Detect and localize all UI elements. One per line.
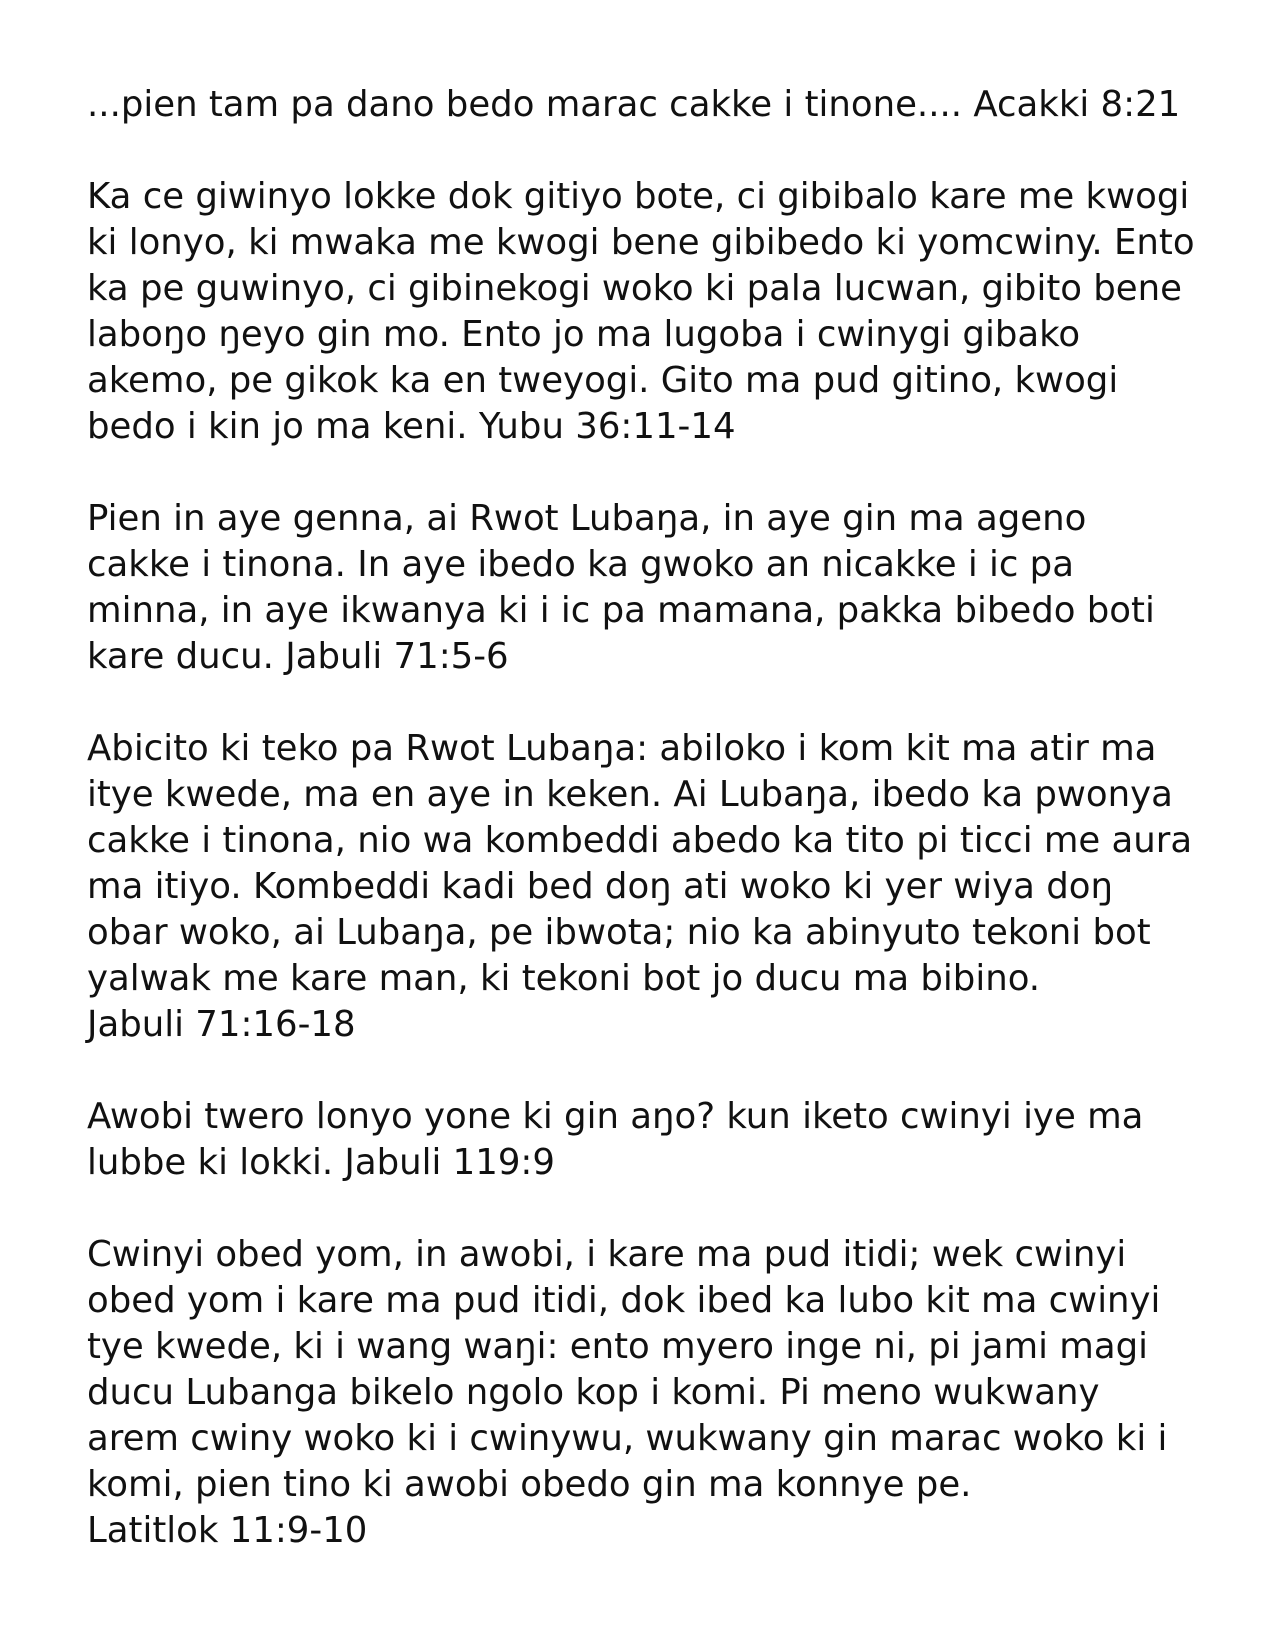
text-line: akemo, pe gikok ka en tweyogi. Gito ma pud gitino, kwogi <box>87 360 1119 401</box>
text-line: ki lonyo, ki mwaka me kwogi bene gibibedo ki yomcwiny. Ento <box>87 222 1195 263</box>
text-line: yalwak me kare man, ki tekoni bot jo ducu ma bibino. <box>87 958 1041 999</box>
text-line: ...pien tam pa dano bedo marac cakke i tinone.... Acakki 8:21 <box>87 84 1181 125</box>
text-line: minna, in aye ikwanya ki i ic pa mamana, pakka bibedo boti <box>87 590 1155 631</box>
text-line: obed yom i kare ma pud itidi, dok ibed ka lubo kit ma cwinyi <box>87 1280 1161 1321</box>
text-line: Cwinyi obed yom, in awobi, i kare ma pud itidi; wek cwinyi <box>87 1234 1127 1275</box>
paragraph-acakki <box>87 82 1207 128</box>
text-line: tye kwede, ki i wang waŋi: ento myero inge ni, pi jami magi <box>87 1326 1149 1367</box>
text-line: obar woko, ai Lubaŋa, pe ibwota; nio ka abinyuto tekoni bot <box>87 912 1151 953</box>
document-page <box>87 82 1207 1600</box>
text-line: Ka ce giwinyo lokke dok gitiyo bote, ci gibibalo kare me kwogi <box>87 176 1190 217</box>
text-line: laboŋo ŋeyo gin mo. Ento jo ma lugoba i cwinygi gibako <box>87 314 1081 355</box>
text-line: itye kwede, ma en aye in keken. Ai Lubaŋa, ibedo ka pwonya <box>87 774 1173 815</box>
text-line: Latitlok 11:9-10 <box>87 1510 368 1551</box>
paragraph-jabuli-119 <box>87 1094 1207 1186</box>
text-line: komi, pien tino ki awobi obedo gin ma konnye pe. <box>87 1464 972 1505</box>
text-line: ka pe guwinyo, ci gibinekogi woko ki pala lucwan, gibito bene <box>87 268 1182 309</box>
text-line: ducu Lubanga bikelo ngolo kop i komi. Pi meno wukwany <box>87 1372 1100 1413</box>
text-line: Jabuli 71:16-18 <box>87 1004 356 1045</box>
text-line: kare ducu. Jabuli 71:5-6 <box>87 636 509 677</box>
text-line: Pien in aye genna, ai Rwot Lubaŋa, in aye gin ma ageno <box>87 498 1087 539</box>
paragraph-jabuli-71-5 <box>87 496 1207 680</box>
text-line: arem cwiny woko ki i cwinywu, wukwany gin marac woko ki i <box>87 1418 1168 1459</box>
text-line: cakke i tinona, nio wa kombeddi abedo ka tito pi ticci me aura <box>87 820 1193 861</box>
paragraph-latitlok <box>87 1232 1207 1554</box>
text-line: ma itiyo. Kombeddi kadi bed doŋ ati woko ki yer wiya doŋ <box>87 866 1113 907</box>
paragraph-yubu <box>87 174 1207 450</box>
text-line: lubbe ki lokki. Jabuli 119:9 <box>87 1142 555 1183</box>
text-line: bedo i kin jo ma keni. Yubu 36:11-14 <box>87 406 736 447</box>
text-line: Awobi twero lonyo yone ki gin aŋo? kun iketo cwinyi iye ma <box>87 1096 1144 1137</box>
paragraph-jabuli-71-16 <box>87 726 1207 1048</box>
text-line: Abicito ki teko pa Rwot Lubaŋa: abiloko i kom kit ma atir ma <box>87 728 1157 769</box>
text-line: cakke i tinona. In aye ibedo ka gwoko an nicakke i ic pa <box>87 544 1074 585</box>
